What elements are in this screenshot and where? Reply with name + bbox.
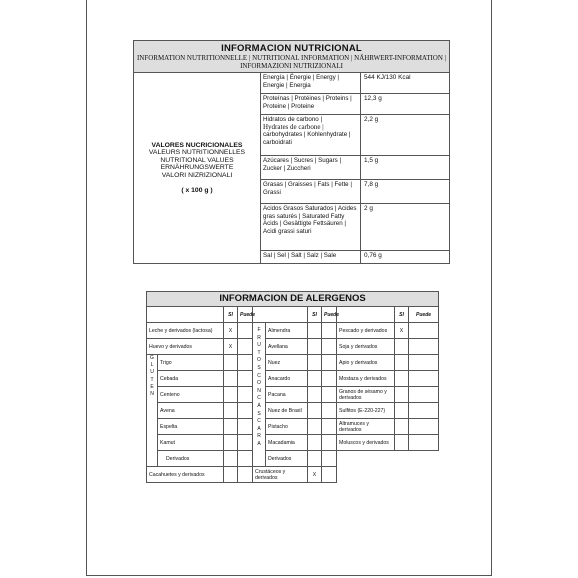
- col-puede: Puede: [322, 307, 337, 323]
- allergen-puede: [322, 451, 337, 467]
- nutrition-header: [134, 41, 450, 73]
- allergen-name: Avena: [158, 403, 224, 419]
- allergen-si: [224, 467, 238, 483]
- allergen-puede: [238, 451, 253, 467]
- allergen-si: [308, 371, 322, 387]
- header-blank: [147, 307, 224, 323]
- allergen-name: Altramuces y derivados: [337, 419, 395, 435]
- allergen-si: [224, 435, 238, 451]
- nutrient-label: Proteínas | Protéines | Proteins | Proteine | Proteine: [261, 94, 361, 115]
- col-si: SI: [224, 307, 238, 323]
- allergen-name: Anacardo: [266, 371, 308, 387]
- allergen-si: [395, 371, 409, 387]
- allergen-puede: [238, 419, 253, 435]
- allergen-name: Granos de sésamo y derivados: [337, 387, 395, 403]
- nuts-letter: C: [257, 418, 261, 425]
- nuts-letter: C: [257, 395, 261, 402]
- nuts-letter: S: [257, 410, 261, 417]
- allergen-si: [395, 419, 409, 435]
- allergen-si: X: [224, 323, 238, 339]
- allergen-si: [395, 355, 409, 371]
- allergen-name: Huevo y derivados: [147, 339, 224, 355]
- allergen-puede: [238, 387, 253, 403]
- empty-cell: [395, 451, 409, 467]
- table-row: [147, 403, 439, 419]
- col-si: SI: [308, 307, 322, 323]
- nutrient-value: 1,5 g: [361, 156, 450, 180]
- nutrient-value: 7,8 g: [361, 180, 450, 204]
- nuts-letter: R: [257, 433, 261, 440]
- allergen-puede: [238, 339, 253, 355]
- allergen-si: [308, 323, 322, 339]
- allergen-name: Trigo: [158, 355, 224, 371]
- side-label-de: ERNÄHRUNGSWERTE: [160, 164, 234, 171]
- allergen-puede: [409, 403, 439, 419]
- allergen-name: Almendra: [266, 323, 308, 339]
- gluten-vertical-label: [147, 355, 158, 467]
- allergen-puede: [322, 339, 337, 355]
- gluten-letter: T: [150, 376, 154, 383]
- allergen-name: Pistacho: [266, 419, 308, 435]
- nutrient-value: 2 g: [361, 204, 450, 251]
- table-row: [147, 371, 439, 387]
- gluten-letter: N: [150, 391, 154, 398]
- allergen-puede: [322, 387, 337, 403]
- allergen-si: [395, 403, 409, 419]
- allergen-si: [224, 403, 238, 419]
- table-row: [147, 339, 439, 355]
- gluten-letter: U: [150, 369, 154, 376]
- nutrient-value: 544 KJ/130 Kcal: [361, 73, 450, 94]
- allergen-si: X: [224, 339, 238, 355]
- nuts-letter: T: [257, 349, 261, 356]
- nuts-letter: F: [257, 327, 261, 333]
- allergen-name: Apio y derivados: [337, 355, 395, 371]
- allergen-name: Centeno: [158, 387, 224, 403]
- allergen-name: Macadamia: [266, 435, 308, 451]
- nutrient-label-part: Hidratos de carbono |: [263, 116, 323, 123]
- allergen-name: Mostaza y derivados: [337, 371, 395, 387]
- empty-cell: [337, 451, 395, 467]
- allergen-puede: [409, 339, 439, 355]
- allergen-puede: [322, 323, 337, 339]
- nutrition-title: INFORMACION NUTRICIONAL: [221, 43, 362, 54]
- side-label-fr: VALEURS NUTRITIONNELLES: [148, 149, 246, 156]
- table-row: [147, 387, 439, 403]
- allergen-puede: [238, 371, 253, 387]
- allergen-puede: [322, 419, 337, 435]
- allergen-name: Derivados: [158, 451, 224, 467]
- table-row: [147, 419, 439, 435]
- nuts-letter: O: [257, 380, 261, 387]
- allergen-si: [308, 419, 322, 435]
- allergen-name: Sulfitos (E-220-227): [337, 403, 395, 419]
- allergen-name: Espelta: [158, 419, 224, 435]
- allergen-puede: [322, 467, 337, 483]
- allergen-name: Avellana: [266, 339, 308, 355]
- allergen-si: [308, 403, 322, 419]
- document-page: [86, 0, 492, 576]
- nuts-letter: S: [257, 364, 261, 371]
- nutrient-label: Grasas | Graisses | Fats | Fette | Grassi: [261, 180, 361, 204]
- gluten-letter: L: [150, 362, 154, 369]
- nuts-letter: N: [257, 387, 261, 394]
- allergen-si: [308, 339, 322, 355]
- allergen-name: Kamut: [158, 435, 224, 451]
- header-blank: [337, 307, 395, 323]
- allergen-name: Crustáceos y derivados: [253, 467, 308, 483]
- allergen-name: Moluscos y derivados: [337, 435, 395, 451]
- allergen-puede: [409, 355, 439, 371]
- allergen-si: [308, 387, 322, 403]
- nuts-letter: R: [257, 334, 261, 341]
- allergen-si: [224, 451, 238, 467]
- empty-cell: [337, 467, 439, 483]
- allergen-puede: [322, 371, 337, 387]
- allergen-si: X: [308, 467, 322, 483]
- allergen-si: [395, 435, 409, 451]
- allergen-si: [308, 451, 322, 467]
- per-100g: ( x 100 g ): [181, 187, 213, 194]
- allergen-puede: [238, 467, 253, 483]
- nutrient-label: Azúcares | Sucres | Sugars | Zucker | Zuccheri: [261, 156, 361, 180]
- nutrient-label: [261, 115, 361, 156]
- allergen-si: [224, 387, 238, 403]
- allergen-si: [224, 419, 238, 435]
- side-label-es: VALORES NUCRICIONALES: [151, 141, 243, 149]
- allergen-si: [224, 371, 238, 387]
- allergen-name: Cacahuetes y derivados: [147, 467, 224, 483]
- allergens-title: INFORMACION DE ALERGENOS: [147, 292, 439, 307]
- allergen-si: [308, 355, 322, 371]
- nutrient-value: 2,2 g: [361, 115, 450, 156]
- allergen-puede: [409, 387, 439, 403]
- nuts-letter: Á: [257, 402, 261, 409]
- nuts-letter: U: [257, 342, 261, 349]
- allergen-si: [395, 387, 409, 403]
- header-blank: [253, 307, 308, 323]
- allergen-si: X: [395, 323, 409, 339]
- nutrient-label-part: Hydrates de carbone |: [263, 122, 324, 131]
- allergen-puede: [238, 323, 253, 339]
- allergen-puede: [409, 435, 439, 451]
- allergen-puede: [238, 435, 253, 451]
- allergen-puede: [409, 371, 439, 387]
- allergen-name: Pacana: [266, 387, 308, 403]
- nutrient-value: 12,3 g: [361, 94, 450, 115]
- allergen-puede: [409, 323, 439, 339]
- allergen-name: Derivados: [266, 451, 308, 467]
- allergen-name: Soja y derivados: [337, 339, 395, 355]
- nutrient-label-part: carbohydrates | Kohlenhydrate | carboidrati: [263, 131, 351, 146]
- col-puede: Puede: [409, 307, 439, 323]
- nutrient-label: Energía | Énergie | Energy | Energie | Energia: [261, 73, 361, 94]
- nutrition-subtitle: INFORMATION NUTRITIONNELLE | NUTRITIONAL INFORMATION | NÄHRWERT-INFORMATION | INFORMAZIONI NUTRIZIONALI: [136, 54, 447, 70]
- allergen-puede: [238, 355, 253, 371]
- table-row: [147, 451, 439, 467]
- table-row: [147, 435, 439, 451]
- allergen-puede: [322, 403, 337, 419]
- nutrition-side-label: [134, 73, 261, 264]
- nuts-letter: A: [257, 440, 261, 447]
- allergen-puede: [322, 355, 337, 371]
- table-row: [147, 323, 439, 339]
- empty-cell: [409, 451, 439, 467]
- table-row: [147, 467, 439, 483]
- side-label-en: NUTRITIONAL VALUES: [160, 156, 234, 164]
- allergen-name: Pescado y derivados: [337, 323, 395, 339]
- allergen-si: [308, 435, 322, 451]
- table-row: [147, 355, 439, 371]
- gluten-letter: E: [150, 383, 154, 390]
- side-label-it: VALORI NIZRIZIONALI: [161, 171, 233, 179]
- nuts-vertical-label: [253, 323, 266, 467]
- nutrient-label: Acidos Grasos Saturados | Acides gras saturés | Saturated Fatty Acids | Gesättigte Fettsäuren | Acidi grassi saturi: [261, 204, 361, 251]
- nuts-letter: C: [257, 372, 261, 379]
- allergen-puede: [238, 403, 253, 419]
- col-puede: Puede: [238, 307, 253, 323]
- allergen-name: Cebada: [158, 371, 224, 387]
- nutrition-table: [133, 40, 450, 264]
- allergens-table: [146, 291, 439, 483]
- col-si: SI: [395, 307, 409, 323]
- allergen-si: [395, 339, 409, 355]
- allergen-puede: [409, 419, 439, 435]
- gluten-letter: G: [150, 355, 154, 361]
- nutrient-value: 0,76 g: [361, 251, 450, 264]
- allergen-name: Nuez de Brasil: [266, 403, 308, 419]
- allergen-name: Leche y derivados (lactosa): [147, 323, 224, 339]
- allergen-si: [224, 355, 238, 371]
- nuts-letter: O: [257, 357, 261, 364]
- allergen-name: Nuez: [266, 355, 308, 371]
- allergen-puede: [322, 435, 337, 451]
- nutrient-label: Sal | Sel | Salt | Salz | Sale: [261, 251, 361, 264]
- nuts-letter: A: [257, 425, 261, 432]
